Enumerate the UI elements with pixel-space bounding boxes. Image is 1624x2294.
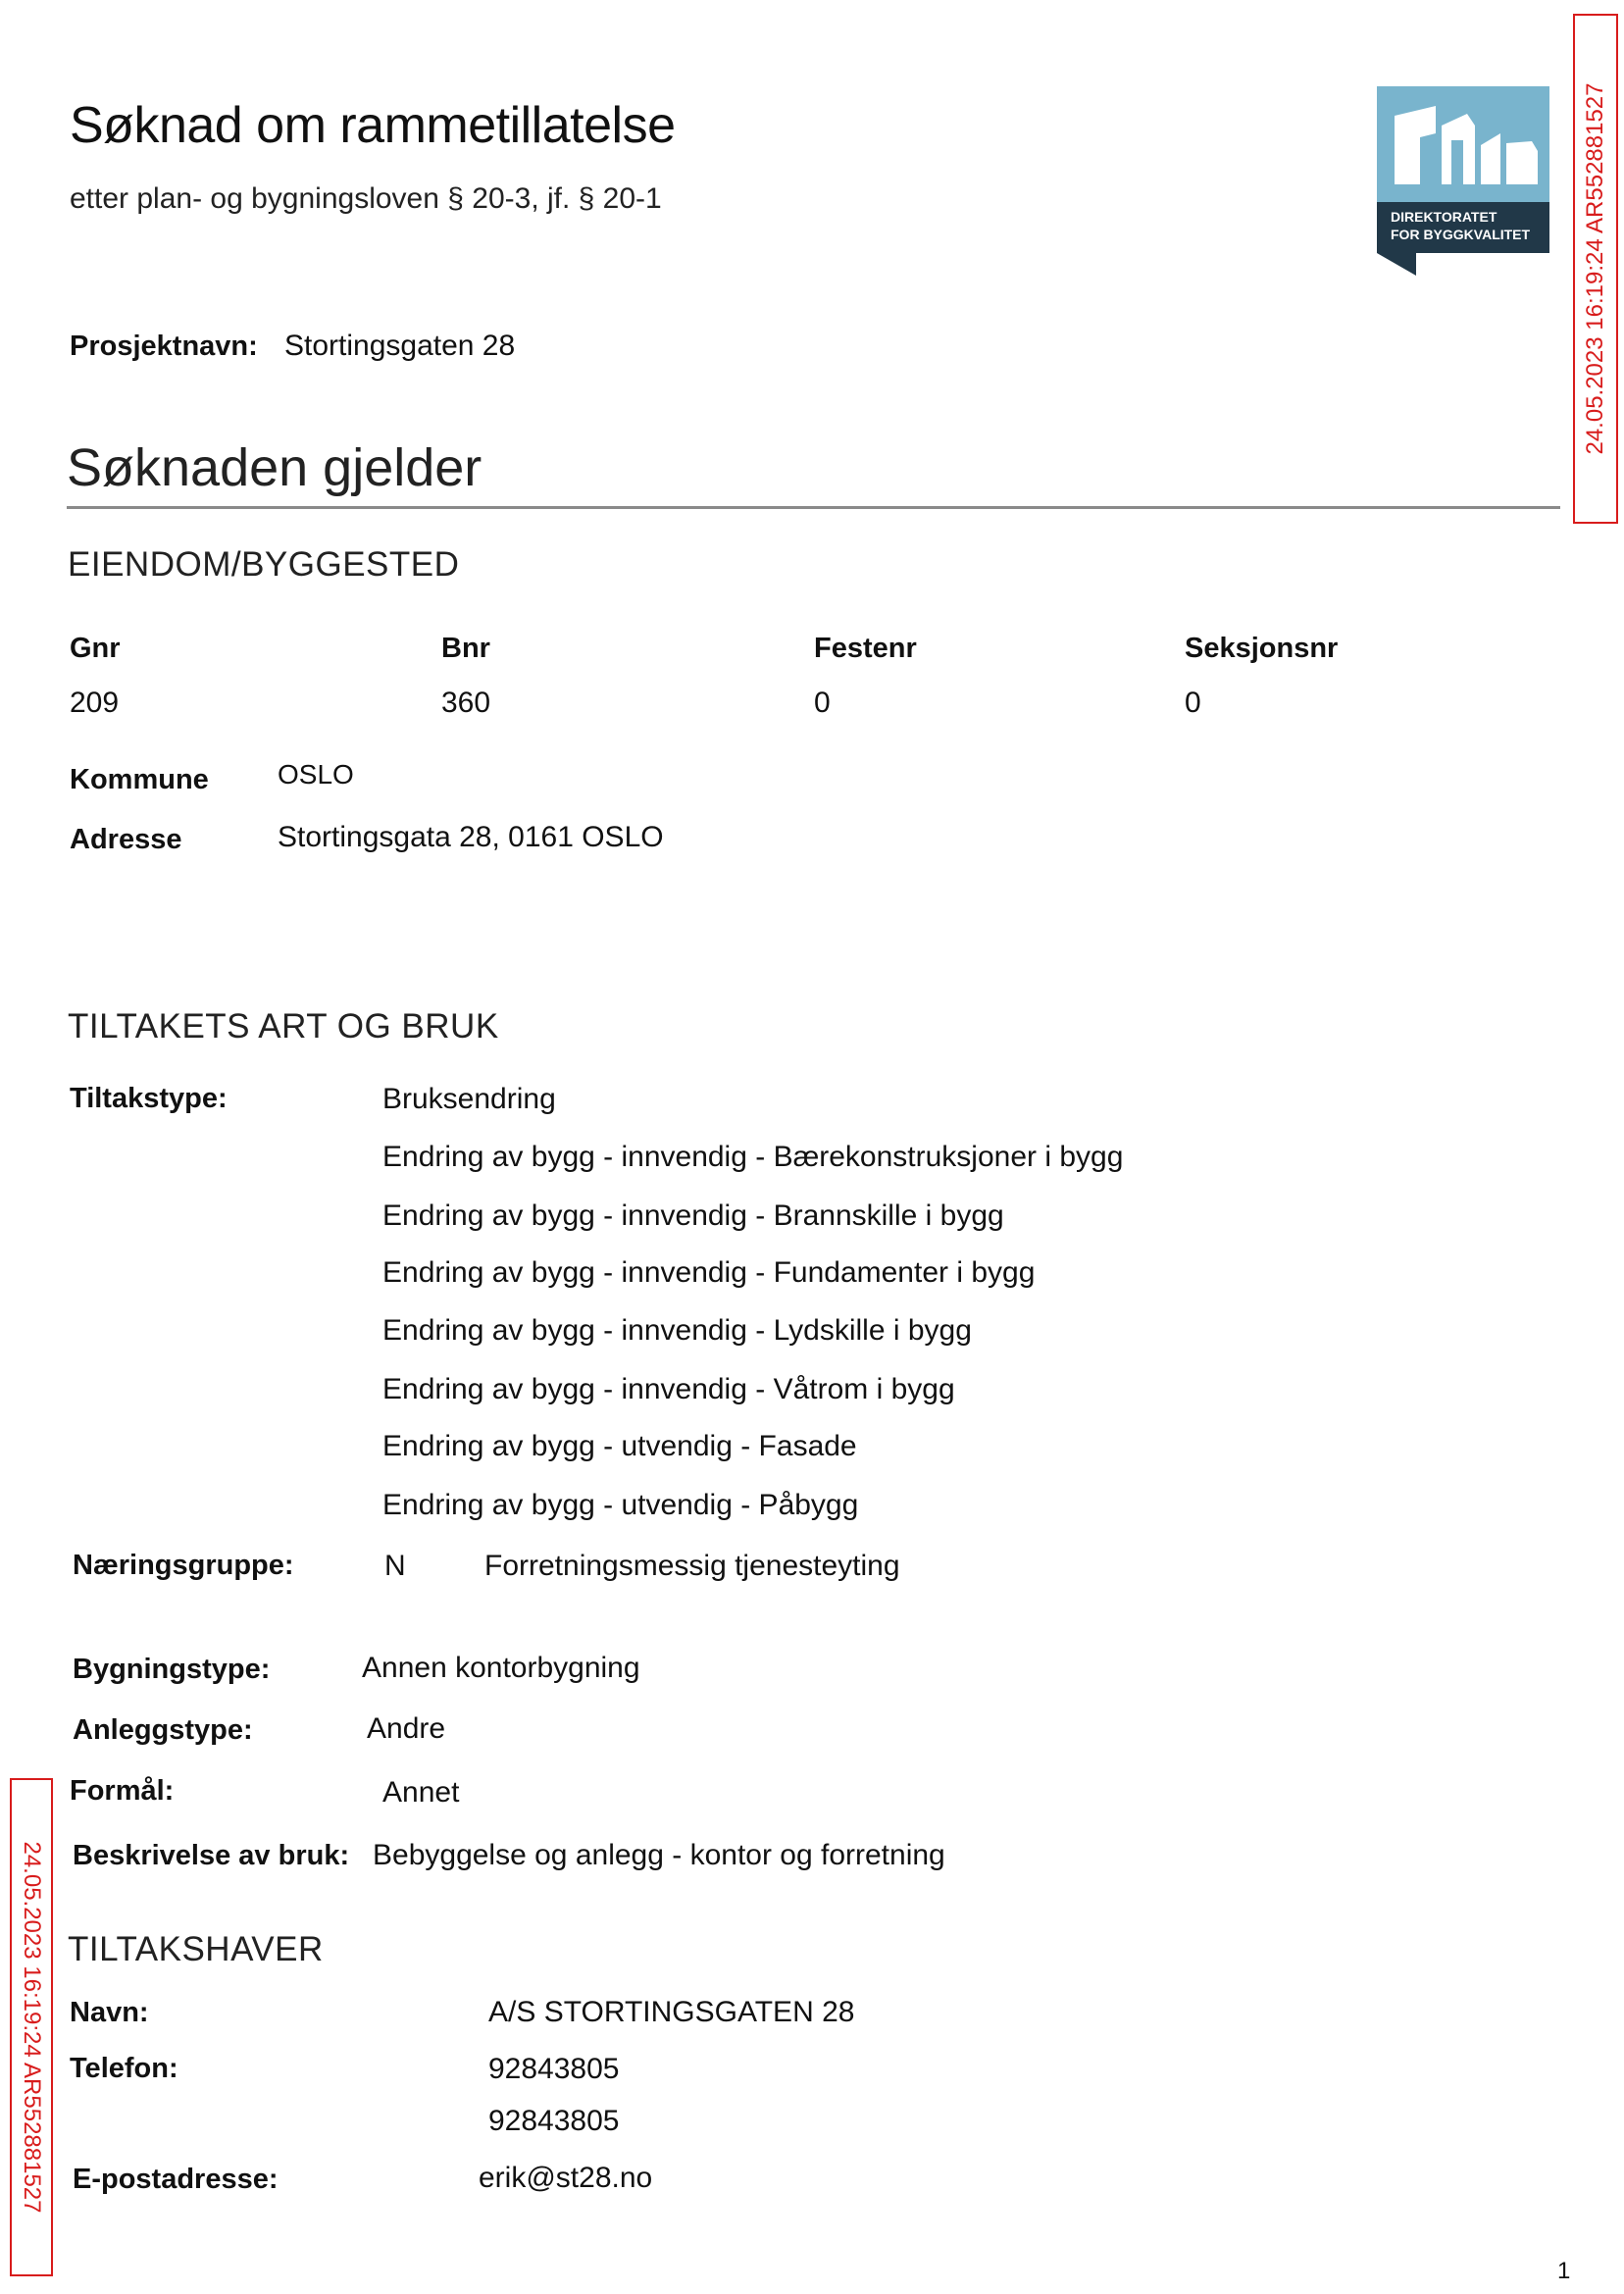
document-title: Søknad om rammetillatelse	[70, 97, 676, 154]
facility-type-value: Andre	[367, 1712, 446, 1745]
bnr-label: Bnr	[441, 633, 490, 664]
facility-type-label: Anleggstype:	[73, 1714, 253, 1746]
seksjonsnr-label: Seksjonsnr	[1185, 633, 1339, 664]
project-name-label: Prosjektnavn:	[70, 331, 258, 362]
building-type-value: Annen kontorbygning	[362, 1652, 640, 1684]
municipality-value: OSLO	[278, 759, 354, 790]
measure-type-item: Bruksendring	[382, 1083, 556, 1115]
logo-text-line2: FOR BYGGKVALITET	[1391, 227, 1531, 242]
address-value: Stortingsgata 28, 0161 OSLO	[278, 821, 664, 853]
measure-type-item: Endring av bygg - utvendig - Påbygg	[382, 1489, 859, 1521]
measure-type-item: Endring av bygg - innvendig - Bærekonstruksjoner i bygg	[382, 1141, 1124, 1173]
stamp-text: 24.05.2023 16:19:24 AR552881527	[19, 1841, 45, 2214]
festenr-label: Festenr	[814, 633, 917, 664]
dibk-logo-graphic	[1377, 86, 1549, 276]
municipality-label: Kommune	[70, 764, 209, 795]
stamp-bottom-left	[10, 1778, 53, 2276]
section-divider	[67, 506, 1560, 509]
developer-name-label: Navn:	[70, 1997, 149, 2028]
use-description-value: Bebyggelse og anlegg - kontor og forretning	[373, 1839, 945, 1871]
measure-heading: TILTAKETS ART OG BRUK	[68, 1007, 499, 1045]
developer-name-value: A/S STORTINGSGATEN 28	[488, 1996, 855, 2028]
measure-type-item: Endring av bygg - utvendig - Fasade	[382, 1430, 857, 1462]
property-heading: EIENDOM/BYGGESTED	[68, 545, 460, 584]
developer-email-value: erik@st28.no	[479, 2162, 653, 2194]
measure-type-item: Endring av bygg - innvendig - Våtrom i bygg	[382, 1373, 955, 1405]
stamp-text: 24.05.2023 16:19:24 AR552881527	[1582, 82, 1608, 455]
developer-heading: TILTAKSHAVER	[68, 1930, 324, 1968]
developer-email-label: E-postadresse:	[73, 2164, 279, 2195]
gnr-value: 209	[70, 687, 120, 719]
developer-phone-value: 92843805	[488, 2053, 620, 2085]
stamp-top-right	[1573, 14, 1618, 524]
project-name-value: Stortingsgaten 28	[284, 330, 516, 362]
address-label: Adresse	[70, 824, 182, 855]
measure-type-label: Tiltakstype:	[70, 1083, 228, 1114]
page-number: 1	[1557, 2258, 1571, 2284]
document-subtitle: etter plan- og bygningsloven § 20-3, jf. § 20-1	[70, 182, 662, 215]
dibk-logo	[1377, 86, 1549, 276]
building-type-label: Bygningstype:	[73, 1654, 271, 1685]
industry-group-code: N	[384, 1550, 406, 1582]
seksjonsnr-value: 0	[1185, 687, 1201, 719]
industry-group-label: Næringsgruppe:	[73, 1550, 294, 1581]
measure-type-item: Endring av bygg - innvendig - Lydskille i bygg	[382, 1314, 972, 1347]
purpose-value: Annet	[382, 1776, 460, 1809]
developer-phone-value: 92843805	[488, 2105, 620, 2137]
developer-phone-label: Telefon:	[70, 2053, 178, 2084]
logo-text-line1: DIREKTORATET	[1391, 209, 1497, 225]
bnr-value: 360	[441, 687, 491, 719]
section-title: Søknaden gjelder	[67, 438, 482, 497]
purpose-label: Formål:	[70, 1775, 175, 1807]
measure-type-item: Endring av bygg - innvendig - Fundamenter i bygg	[382, 1256, 1036, 1289]
festenr-value: 0	[814, 687, 831, 719]
measure-type-item: Endring av bygg - innvendig - Brannskille i bygg	[382, 1199, 1004, 1232]
industry-group-value: Forretningsmessig tjenesteyting	[484, 1550, 900, 1582]
use-description-label: Beskrivelse av bruk:	[73, 1840, 350, 1871]
gnr-label: Gnr	[70, 633, 121, 664]
